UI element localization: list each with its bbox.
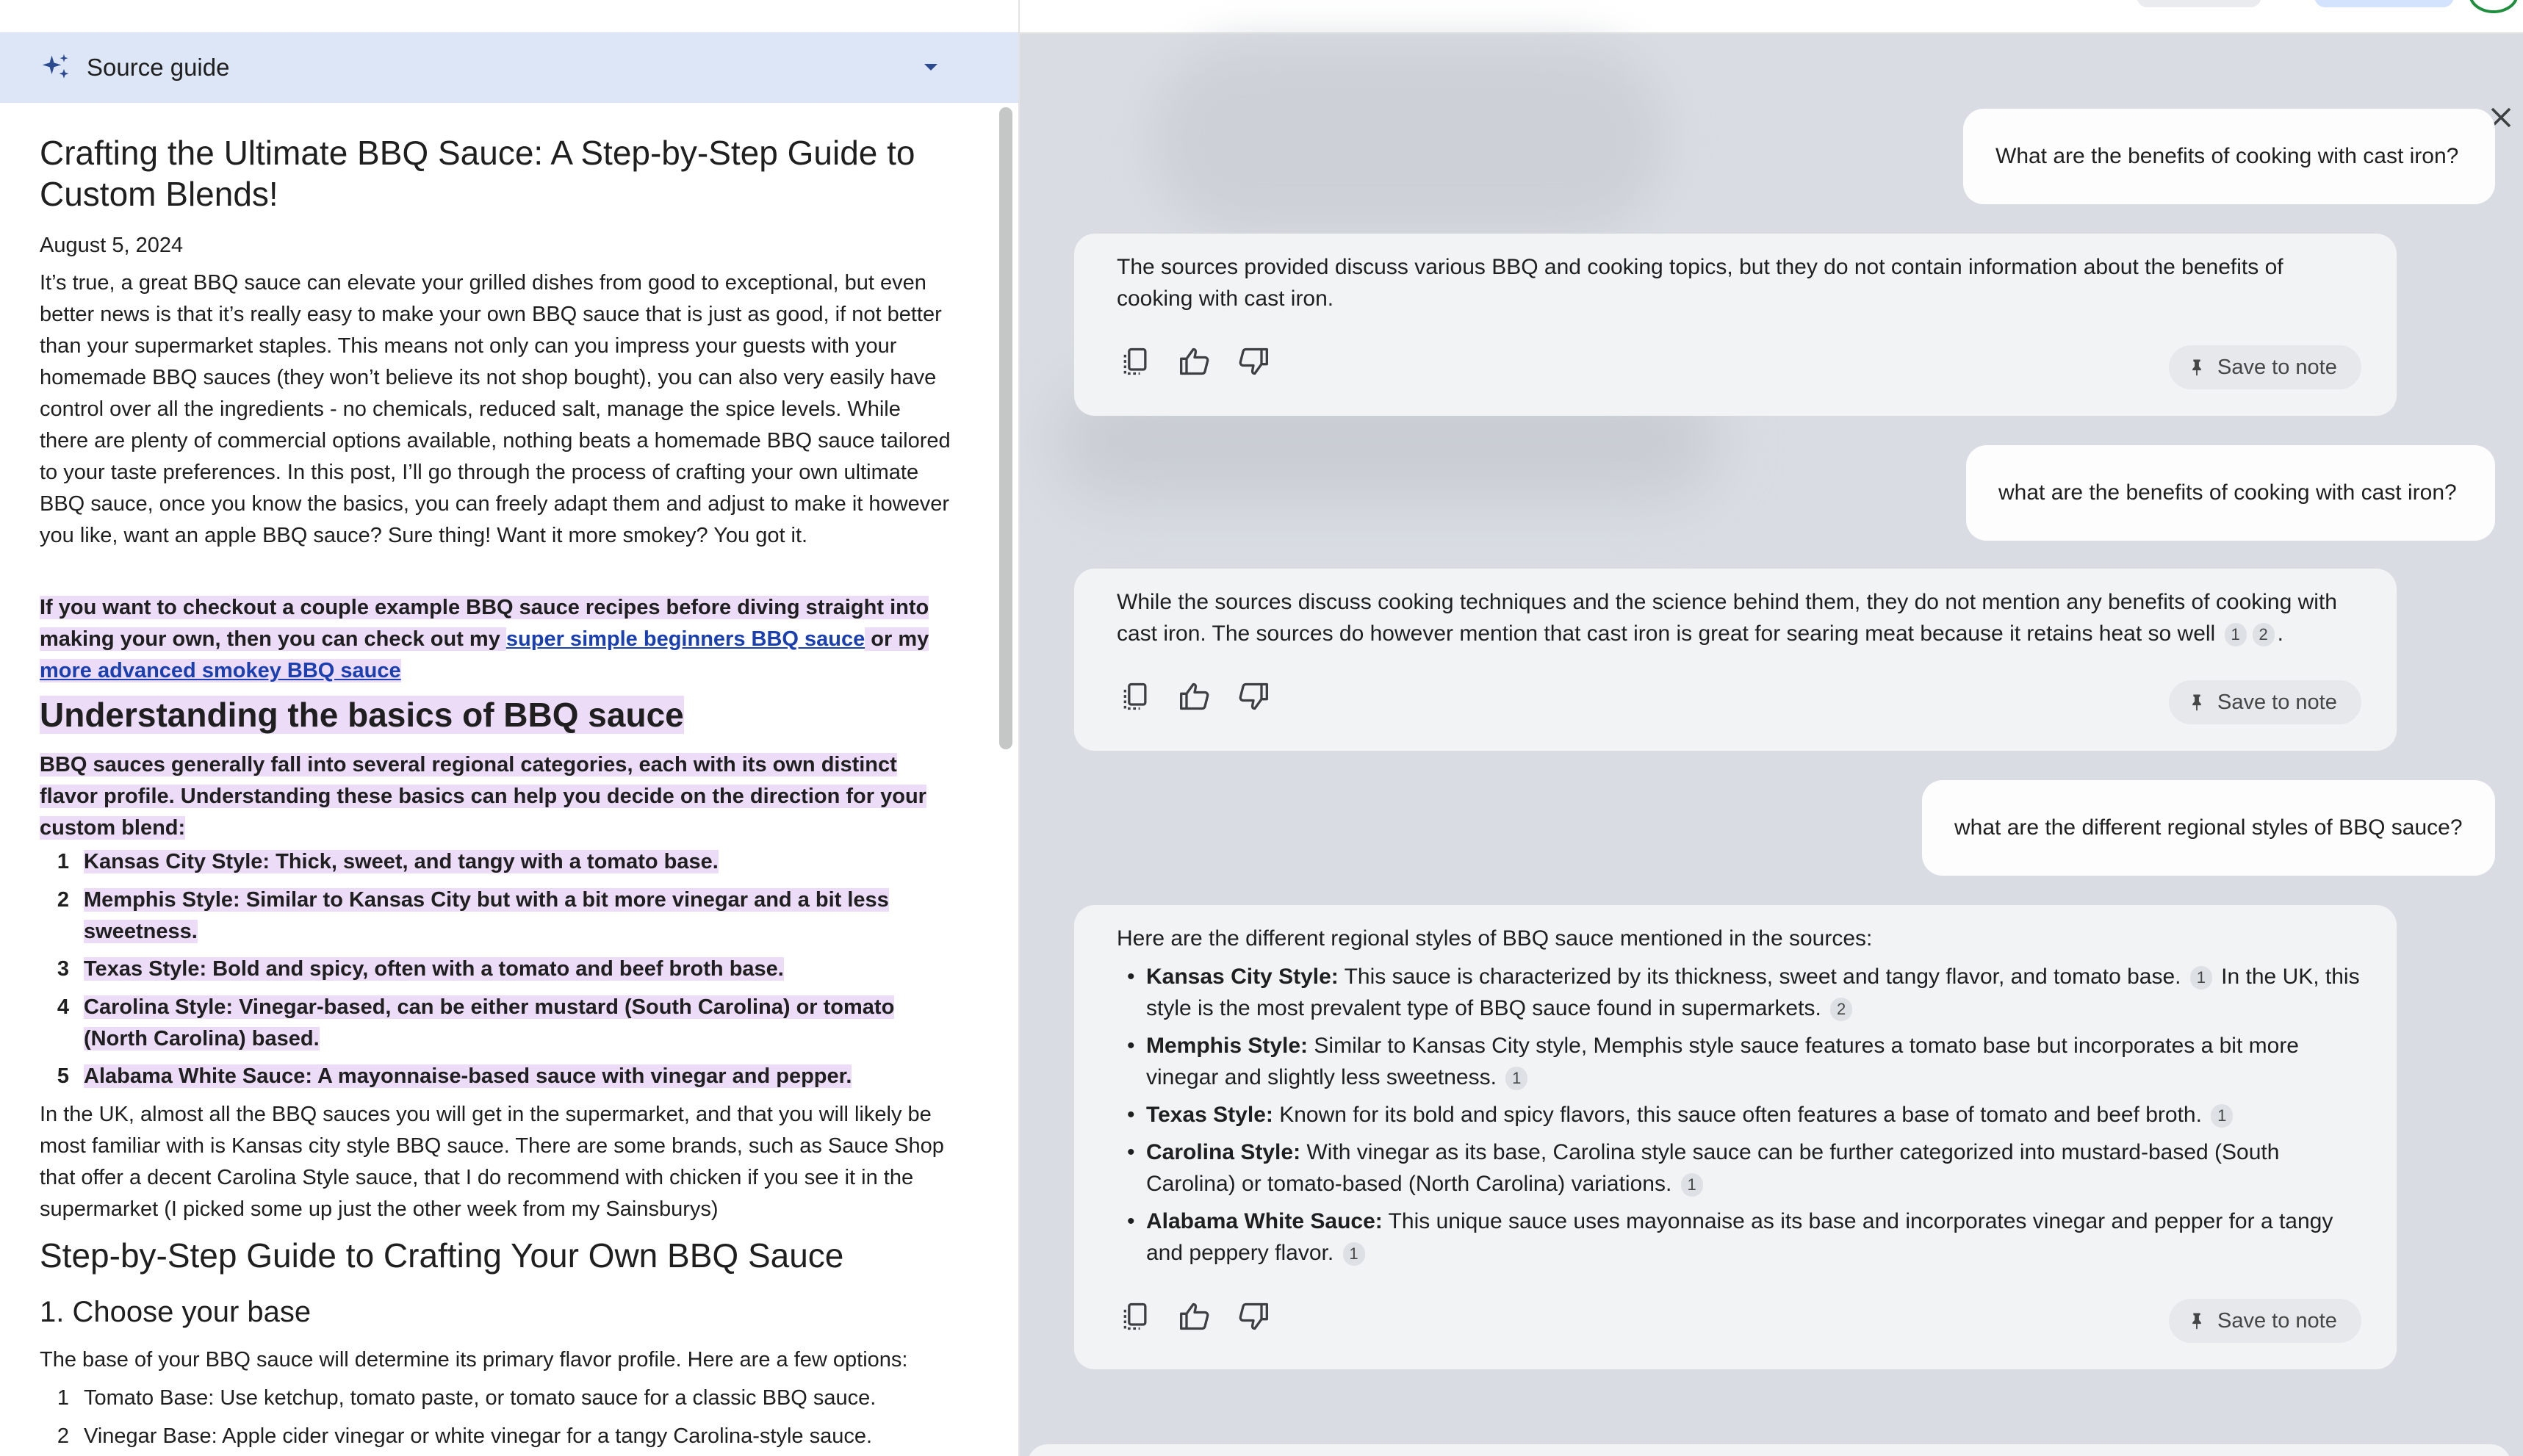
save-to-note-label: Save to note [2217, 690, 2337, 714]
source-scrollbar[interactable] [999, 107, 1012, 749]
style-description: Known for its bold and spicy flavors, this sauce often features a base of tomato and beef broth. [1273, 1103, 2202, 1127]
ai-response-text: The sources provided discuss various BBQ and cooking topics, but they do not contain information about the benefits of cooking with cast iron. [1117, 255, 2283, 311]
ai-response-card [1074, 569, 2397, 751]
ai-response-body: While the sources discuss cooking techniques and the science behind them, they do not mention any benefits of cooking with cast iron. The sources do however mention that cast iron is great for searing meat because it retains heat so well [1117, 590, 2337, 646]
citation-chip[interactable]: 1 [1505, 1067, 1527, 1090]
citation-chip[interactable]: 1 [1343, 1242, 1365, 1266]
ai-response-text: While the sources discuss cooking techniques and the science behind them, they do not mention any benefits of cooking with cast iron. The sources do however mention that cast iron is great for searing meat because it retains heat so well 1 2 . [1117, 590, 2337, 646]
list-item [1117, 1030, 2366, 1093]
article-date: August 5, 2024 [40, 234, 184, 257]
chat-input-edge [1027, 1444, 2511, 1456]
source-panel [0, 0, 1020, 1456]
sparkle-icon [40, 51, 72, 84]
style-term: Carolina Style: [1146, 1140, 1301, 1164]
copy-icon[interactable] [1120, 680, 1152, 713]
top-button[interactable] [2137, 0, 2261, 7]
basics-paragraph [40, 749, 951, 844]
basics-heading-text: Understanding the basics of BBQ sauce [40, 696, 684, 734]
ai-response-intro: Here are the different regional styles of BBQ sauce mentioned in the sources: [1117, 926, 1873, 951]
style-description: This unique sauce uses mayonnaise as its base and incorporates vinegar and pepper for a tangy and peppery flavor. [1146, 1209, 2333, 1265]
save-to-note-button[interactable] [2169, 680, 2361, 724]
ai-response-card [1074, 905, 2397, 1369]
right-top-bar [1020, 0, 2523, 34]
citation-chip[interactable]: 2 [2253, 623, 2275, 646]
user-message-text: What are the benefits of cooking with cast iron? [1995, 144, 2459, 168]
thumb-up-icon[interactable] [1178, 345, 1211, 378]
steps-heading: Step-by-Step Guide to Crafting Your Own BBQ Sauce [40, 1236, 844, 1275]
thumb-down-icon[interactable] [1237, 345, 1270, 378]
citation-chip[interactable]: 1 [2190, 966, 2212, 990]
save-to-note-button[interactable] [2169, 345, 2361, 389]
beginners-bbq-link[interactable]: super simple beginners BBQ sauce [505, 627, 865, 651]
thumb-down-icon[interactable] [1237, 1300, 1270, 1333]
list-item [1117, 961, 2366, 1024]
source-guide-label: Source guide [87, 54, 230, 81]
user-message-text: what are the different regional styles of BBQ sauce? [1954, 815, 2463, 840]
style-number: 4 [57, 995, 69, 1019]
style-description: Similar to Kansas City style, Memphis style sauce features a tomato base but incorporates a bit more vinegar and slightly less sweetness. [1146, 1034, 2299, 1089]
basics-heading [40, 693, 684, 736]
checkout-text: If you want to checkout a couple example BBQ sauce recipes before diving straight into making your own, then you can check out my [40, 596, 929, 651]
base-number: 1 [57, 1386, 69, 1410]
thumb-down-icon[interactable] [1237, 680, 1270, 713]
style-number: 1 [57, 850, 69, 873]
basics-paragraph-text: BBQ sauces generally fall into several regional categories, each with its own distinct flavor profile. Understanding these basics can help you decide on the direction for your custom blend: [40, 753, 926, 840]
top-primary-button[interactable] [2314, 0, 2454, 7]
pin-icon [2187, 357, 2207, 378]
style-description: With vinegar as its base, Carolina style sauce can be further categorized into mustard-based (South Carolina) or tomato-based (North Carolina) variations. [1146, 1140, 2280, 1196]
style-text: Kansas City Style: Thick, sweet, and tangy with a tomato base. [84, 850, 719, 873]
style-text: Carolina Style: Vinegar-based, can be either mustard (South Carolina) or tomato (North Carolina) based. [84, 995, 895, 1050]
citation-chip[interactable]: 1 [2225, 623, 2247, 646]
pin-icon [2187, 692, 2207, 713]
user-message [1966, 445, 2495, 541]
style-text: Texas Style: Bold and spicy, often with a tomato and beef broth base. [84, 957, 784, 981]
save-to-note-button[interactable] [2169, 1299, 2361, 1343]
style-description-extra: In the UK, this style is the most prevalent type of BBQ sauce found in supermarkets. [1146, 965, 2360, 1020]
base-paragraph: The base of your BBQ sauce will determine its primary flavor profile. Here are a few options: [40, 1348, 908, 1372]
choose-base-heading: 1. Choose your base [40, 1296, 312, 1328]
user-message [1963, 109, 2495, 204]
style-number: 2 [57, 888, 69, 912]
avatar[interactable] [2469, 0, 2519, 13]
checkout-mid: or my [865, 627, 929, 651]
regional-styles-list [1117, 961, 2366, 1275]
article-title: Crafting the Ultimate BBQ Sauce: A Step-by-Step Guide to Custom Blends! [40, 134, 915, 213]
background-blur [1152, 44, 1666, 235]
chevron-down-icon[interactable] [920, 59, 942, 76]
thumb-up-icon[interactable] [1178, 680, 1211, 713]
article-intro: It’s true, a great BBQ sauce can elevate your grilled dishes from good to exceptional, but even better news is that it’s really easy to make your own BBQ sauce that is just as good, if not better than your supermarket staples. This means not only can you impress your guests with your homemade BBQ sauces (they won’t believe its not shop bought), you can also very easily have control over all the ingredients - no chemicals, reduced salt, manage the spice levels. While there are plenty of commercial options available, nothing beats a homemade BBQ sauce tailored to your taste preferences. In this post, I’ll go through the process of crafting your own ultimate BBQ sauce, once you know the basics, you can freely adapt them and adjust to make it however you like, want an apple BBQ sauce? Sure thing! Want it more smokey? You got it. [40, 271, 951, 547]
base-number: 2 [57, 1424, 69, 1448]
left-top-bar [0, 0, 1018, 32]
user-message-text: what are the benefits of cooking with cast iron? [1998, 480, 2457, 505]
style-text: Memphis Style: Similar to Kansas City but with a bit more vinegar and a bit less sweetness. [84, 888, 889, 943]
thumb-up-icon[interactable] [1178, 1300, 1211, 1333]
style-text: Alabama White Sauce: A mayonnaise-based sauce with vinegar and pepper. [84, 1064, 852, 1088]
source-guide-bar[interactable] [0, 32, 1018, 103]
user-message [1922, 780, 2495, 876]
copy-icon[interactable] [1120, 1300, 1152, 1333]
save-to-note-label: Save to note [2217, 355, 2337, 379]
style-term: Kansas City Style: [1146, 965, 1339, 989]
source-article [40, 103, 951, 1456]
citation-chip[interactable]: 1 [1681, 1173, 1703, 1197]
uk-paragraph: In the UK, almost all the BBQ sauces you will get in the supermarket, and that you will likely be most familiar with is Kansas city style BBQ sauce. There are some brands, such as Sauce Shop that offer a decent Carolina Style sauce, that I do recommend with chicken if you see it in the supermarket (I picked some up just the other week from my Sainsburys) [40, 1103, 944, 1221]
style-number: 3 [57, 957, 69, 981]
pin-icon [2187, 1311, 2207, 1331]
style-term: Texas Style: [1146, 1103, 1273, 1127]
chat-panel [1020, 0, 2523, 1456]
style-term: Alabama White Sauce: [1146, 1209, 1383, 1233]
base-text: Vinegar Base: Apple cider vinegar or white vinegar for a tangy Carolina-style sauce. [84, 1424, 873, 1448]
save-to-note-label: Save to note [2217, 1308, 2337, 1333]
style-term: Memphis Style: [1146, 1034, 1309, 1058]
citation-chip[interactable]: 2 [1830, 998, 1852, 1021]
list-item [1117, 1099, 2366, 1131]
ai-response-card [1074, 234, 2397, 416]
style-number: 5 [57, 1064, 69, 1088]
list-item [1117, 1136, 2366, 1200]
base-text: Tomato Base: Use ketchup, tomato paste, or tomato sauce for a classic BBQ sauce. [84, 1386, 877, 1410]
smokey-bbq-link[interactable]: more advanced smokey BBQ sauce [40, 659, 401, 682]
list-item [1117, 1205, 2366, 1269]
copy-icon[interactable] [1120, 345, 1152, 378]
checkout-paragraph [40, 592, 951, 687]
citation-chip[interactable]: 1 [2211, 1104, 2233, 1128]
style-description: This sauce is characterized by its thickness, sweet and tangy flavor, and tomato base. [1338, 965, 2181, 989]
